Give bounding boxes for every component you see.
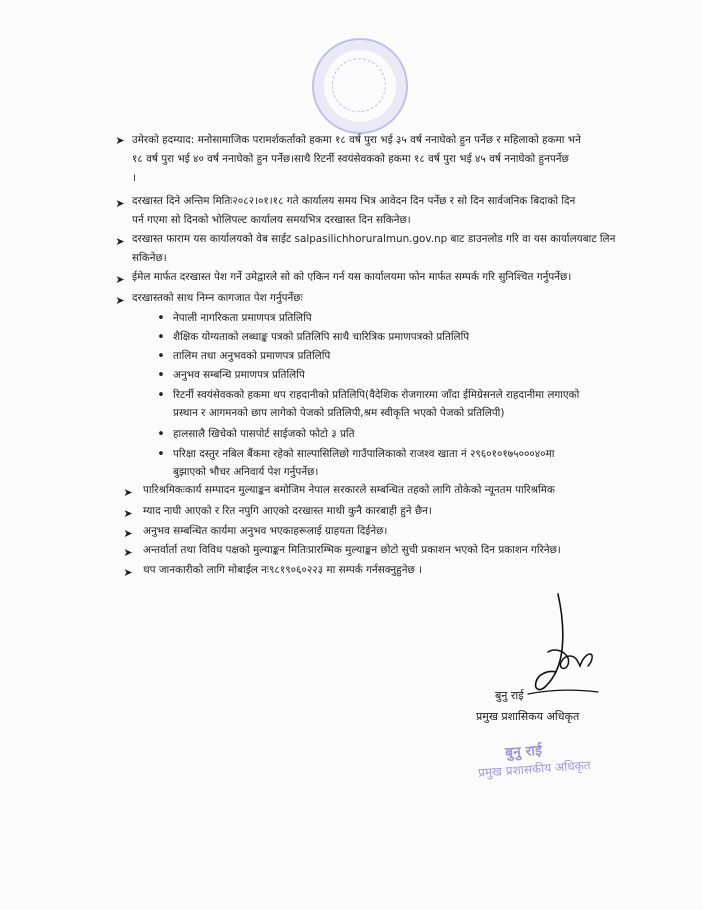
note-interview: अन्तर्वार्ता तथा विविध पक्षको मुल्याङ्कन मितिःप्रारम्भिक मुल्याङ्कन छोटो सुची प्रकाशन भएको दिन प्रकाशन गरिनेछ। bbox=[143, 544, 561, 556]
bullet-marker: ➤ bbox=[123, 507, 133, 520]
bullet-marker: ➤ bbox=[115, 235, 125, 248]
bullet-deadline-line-2: पर्न गएमा सो दिनको भोलिपल्ट कार्यालय समयभित्र दरखास्त दिन सकिनेछ। bbox=[132, 214, 411, 226]
note-deadline-lapse: म्याद नाघी आएको र रित नपुगि आएको दरखास्त माथी कुनै कारबाही हुने छैन। bbox=[143, 505, 432, 517]
document-item-7-line-1: परिक्षा दस्तुर नबिल बैंकमा रहेको साल्पासिलिछो गाउँपालिकाको राजश्व खाता नं २९६०१०१७५०००४०मा bbox=[173, 448, 555, 460]
signatory-name: बुनु राई bbox=[495, 689, 524, 702]
document-item-5-line-1: रिटर्नी स्वयंसेवकको हकमा थप राहदानीको प्रतिलिपि(वैदेशिक रोजगारमा जाँदा ईमिग्रेसनले राहदानीमा लगाएको bbox=[173, 389, 580, 401]
list-dot: • bbox=[157, 427, 165, 442]
bullet-deadline-line-1: दरखास्त दिने अन्तिम मितिः२०८२।०१।१८ गते कार्यालय समय भित्र आवेदन दिन पर्नेछ र सो दिन सार्वजनिक बिदाको दिन bbox=[132, 195, 576, 207]
bullet-marker: ➤ bbox=[123, 527, 133, 540]
note-experience: अनुभव सम्बन्धित कार्यमा अनुभव भएकाहरूलाई ग्राहयता दिईनेछ। bbox=[143, 525, 388, 537]
list-dot: • bbox=[157, 368, 165, 383]
bullet-docs-line-1: दरखास्तको साथ निम्न कागजात पेश गर्नुपर्नेछः bbox=[132, 292, 303, 304]
bullet-marker: ➤ bbox=[123, 486, 133, 499]
stamp-title: प्रमुख प्रशासकीय अधिकृत bbox=[477, 758, 592, 780]
bullet-age-line-3: । bbox=[132, 172, 136, 184]
document-item-3: तालिम तथा अनुभवको प्रमाणपत्र प्रतिलिपि bbox=[173, 350, 331, 362]
document-item-2: शैक्षिक योग्यताको लब्धाङ्क पत्रको प्रतिलिपि साथै चारित्रिक प्रमाणपत्रको प्रतिलिपि bbox=[173, 331, 470, 343]
bullet-marker: ➤ bbox=[115, 294, 125, 307]
list-dot: • bbox=[157, 311, 165, 326]
signatory-title: प्रमुख प्रशासिकय अधिकृत bbox=[476, 710, 580, 723]
list-dot: • bbox=[157, 388, 165, 403]
document-item-6: हालसालै खिचेको पासपोर्ट साईजको फोटो ३ प्रति bbox=[173, 428, 355, 440]
bullet-form-line-1: दरखास्त फाराम यस कार्यालयको वेब साईट salpasilichhoruralmun.gov.np बाट डाउनलोड गरि वा यस कार्यालयबाट लिन bbox=[132, 233, 616, 245]
bullet-marker: ➤ bbox=[123, 566, 133, 579]
list-dot: • bbox=[157, 447, 165, 462]
stamp-name: बुनु राई bbox=[504, 742, 543, 762]
document-item-7-line-2: बुझाएको भौचर अनिवार्य पेश गर्नुपर्नेछ। bbox=[173, 466, 319, 478]
bullet-age-line-2: १८ वर्ष पुरा भई ४० वर्ष ननाघेको हुन पर्नेछ।साथै रिटर्नी स्वयंसेवकको हकमा १८ वर्ष पुरा भई ४५ वर्ष ननाघेको हुनपर्नेछ bbox=[132, 153, 569, 165]
office-seal bbox=[303, 29, 417, 143]
note-salary: पारिश्रमिकःकार्य सम्पादन मुल्याङ्कन बमोजिम नेपाल सरकारले सम्बन्धित तहको लागि तोकेको न्यूनतम पारिश्रमिक bbox=[143, 484, 555, 496]
bullet-marker: ➤ bbox=[115, 134, 125, 147]
bullet-age-line-1: उमेरको हदम्याद: मनोसामाजिक परामर्शकर्ताको हकमा १८ वर्ष पुरा भई ३५ वर्ष ननाघेको हुन पर्नेछ र महिलाको हकमा भने bbox=[132, 134, 581, 146]
bullet-marker: ➤ bbox=[115, 197, 125, 210]
bullet-form-line-2: सकिनेछ। bbox=[132, 252, 167, 264]
bullet-marker: ➤ bbox=[115, 273, 125, 286]
list-dot: • bbox=[157, 349, 165, 364]
document-item-5-line-2: प्रस्थान र आगमनको छाप लागेको पेजको प्रतिलिपी,श्रम स्वीकृति भएको पेजको प्रतिलिपी) bbox=[173, 407, 505, 419]
document-item-1: नेपाली नागरिकता प्रमाणपत्र प्रतिलिपि bbox=[173, 312, 312, 324]
bullet-marker: ➤ bbox=[123, 546, 133, 559]
document-item-4: अनुभव सम्बन्धि प्रमाणपत्र प्रतिलिपि bbox=[173, 369, 305, 381]
handwritten-signature bbox=[518, 592, 608, 702]
list-dot: • bbox=[157, 330, 165, 345]
note-contact: थप जानकारीको लागि मोबाईल नः९८१९०६०२२३ मा सम्पर्क गर्नसक्नुहुनेछ । bbox=[143, 564, 422, 576]
bullet-email-line-1: ईमेल मार्फत दरखास्त पेश गर्ने उमेद्वारले सो को एकिन गर्न यस कार्यालयमा फोन मार्फत सम्पर्क गरि सुनिश्चित गर्नुपर्नेछ। bbox=[132, 271, 572, 283]
